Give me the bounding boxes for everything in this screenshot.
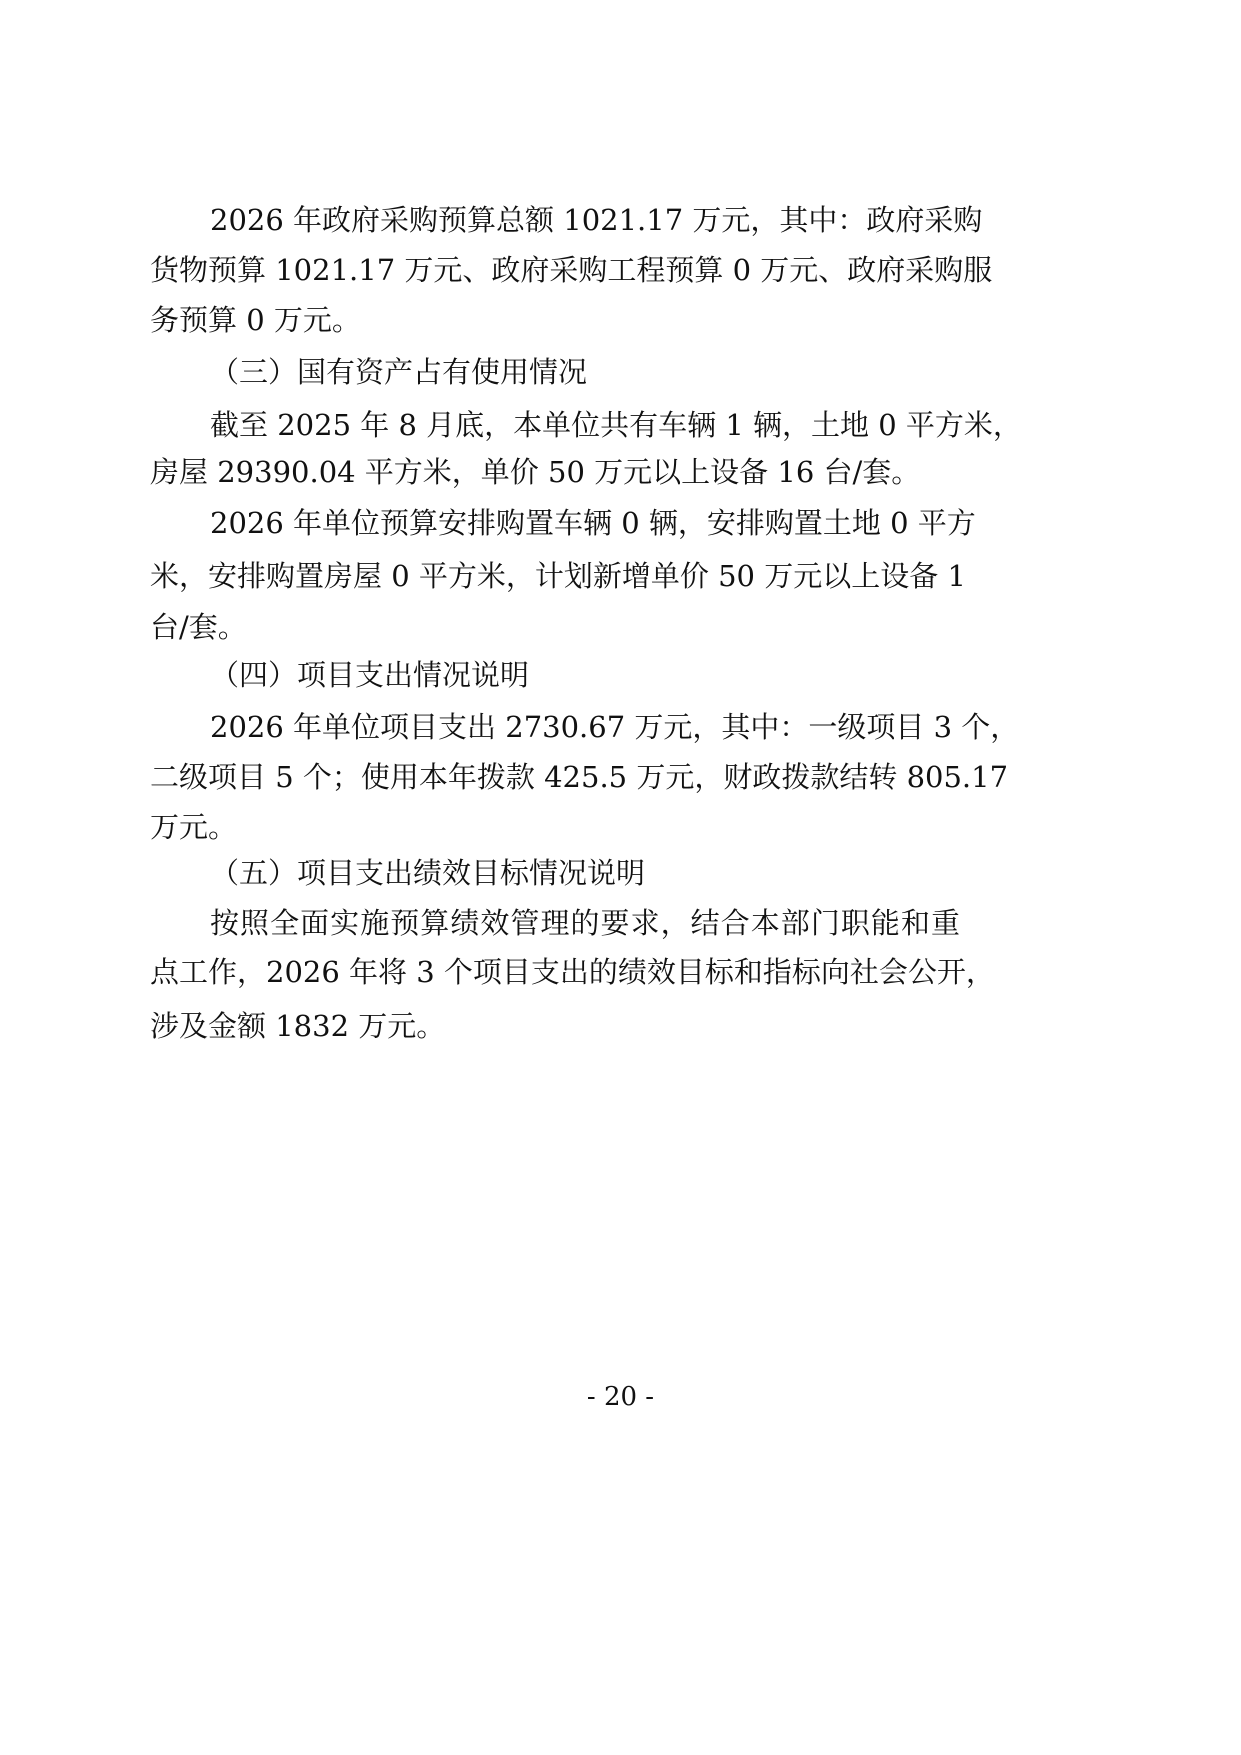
section-heading: （三）国有资产占有使用情况 (210, 355, 588, 389)
paragraph-line: 米，安排购置房屋 0 平方米，计划新增单价 50 万元以上设备 1 (150, 559, 966, 593)
section-heading: （五）项目支出绩效目标情况说明 (210, 856, 646, 890)
paragraph-line: 点工作，2026 年将 3 个项目支出的绩效目标和指标向社会公开， (150, 955, 995, 989)
paragraph-line: 房屋 29390.04 平方米，单价 50 万元以上设备 16 台/套。 (150, 455, 921, 489)
paragraph-line: 务预算 0 万元。 (150, 303, 361, 337)
paragraph-line: 2026 年单位项目支出 2730.67 万元，其中：一级项目 3 个， (210, 710, 1020, 744)
paragraph-line: 2026 年政府采购预算总额 1021.17 万元，其中：政府采购 (210, 203, 983, 237)
paragraph-line: 二级项目 5 个；使用本年拨款 425.5 万元，财政拨款结转 805.17 (150, 760, 1009, 794)
paragraph-line: 截至 2025 年 8 月底，本单位共有车辆 1 辆，土地 0 平方米， (210, 408, 1022, 442)
paragraph-line: 涉及金额 1832 万元。 (150, 1009, 446, 1043)
page-number: - 20 - (586, 1382, 655, 1412)
section-heading: （四）项目支出情况说明 (210, 658, 530, 692)
paragraph-line: 万元。 (150, 810, 238, 844)
paragraph-line: 2026 年单位预算安排购置车辆 0 辆，安排购置土地 0 平方 (210, 506, 976, 540)
paragraph-line: 货物预算 1021.17 万元、政府采购工程预算 0 万元、政府采购服 (150, 253, 993, 287)
paragraph-line: 台/套。 (150, 610, 247, 644)
paragraph-line: 按照全面实施预算绩效管理的要求，结合本部门职能和重 (210, 906, 960, 940)
